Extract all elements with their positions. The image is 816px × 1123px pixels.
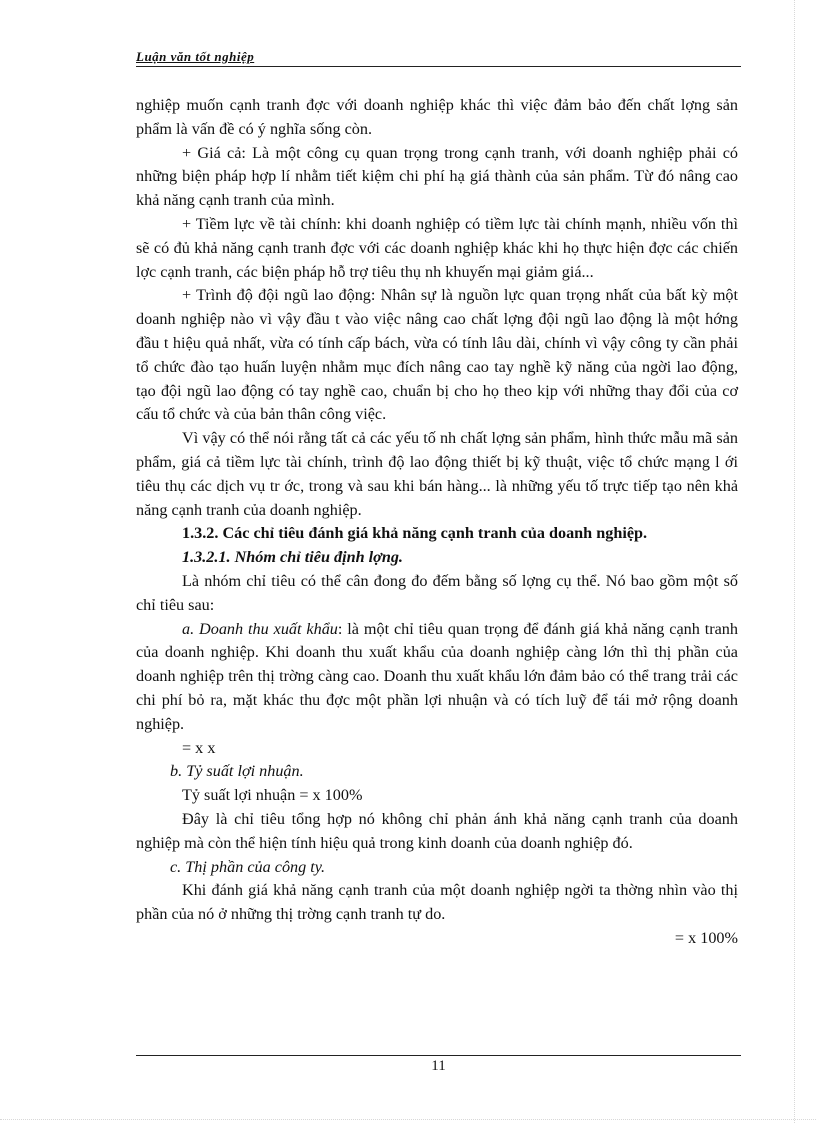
page-number: 11 — [431, 1058, 446, 1074]
paragraph: Vì vậy có thể nói rằng tất cả các yếu tố nh chất lợng sản phẩm, hình thức mẫu mã sản phẩm, giá cả tiềm lực tài chính, trình độ lao động thiết bị kỹ thuật, việc tổ chức mạng l ới tiêu thụ các dịch vụ tr ớc, trong và sau khi bán hàng... là những yếu tố trực tiếp tạo nên khả năng cạnh tranh của doanh nghiệp. — [136, 429, 738, 519]
paragraph: Đây là chỉ tiêu tổng hợp nó không chỉ phản ánh khả năng cạnh tranh của doanh nghiệp mà còn thể hiện tính hiệu quả trong kinh doanh của doanh nghiệp đó. — [136, 809, 738, 852]
item-a-paragraph — [136, 618, 738, 737]
paragraph: + Tiềm lực về tài chính: khi doanh nghiệp có tiềm lực tài chính mạnh, nhiều vốn thì sẽ có đủ khả năng cạnh tranh đợc với các doanh nghiệp khác khi họ thực hiện đợc các chiến lợc cạnh tranh, các biện pháp hỗ trợ tiêu thụ nh khuyến mại giảm giá... — [136, 214, 738, 281]
page-body — [136, 94, 738, 951]
paragraph: Khi đánh giá khả năng cạnh tranh của một doanh nghiệp ngời ta thờng nhìn vào thị phần của nó ở những thị trờng cạnh tranh tự do. — [136, 881, 738, 924]
item-b-title: b. Tỷ suất lợi nhuận. — [170, 762, 304, 781]
page-edge-guide — [0, 1119, 816, 1120]
running-header: Luận văn tốt nghiệp — [136, 49, 255, 64]
subsection-heading: 1.3.2.1. Nhóm chỉ tiêu định lợng. — [182, 548, 403, 567]
paragraph: Là nhóm chỉ tiêu có thể cân đong đo đếm bằng số lợng cụ thể. Nó bao gồm một số chỉ tiêu sau: — [136, 571, 738, 614]
footer-rule — [136, 1055, 741, 1056]
paragraph: + Trình độ đội ngũ lao động: Nhân sự là nguồn lực quan trọng nhất của bất kỳ một doanh nghiệp nào vì vậy đầu t vào việc nâng cao chất lợng đội ngũ lao động là một hớng đầu t hiệu quả nhất, vừa có tính cấp bách, vừa có tính lâu dài, chính vì vậy công ty cần phải tổ chức đào tạo huấn luyện nhằm mục đích nâng cao tay nghề kỹ năng của ngời lao động, tạo đội ngũ lao động có tay nghề cao, chuẩn bị cho họ theo kịp với những thay đổi của cơ cấu tổ chức và của bản thân công việc. — [136, 286, 738, 424]
paragraph: nghiệp muốn cạnh tranh đợc với doanh nghiệp khác thì việc đảm bảo đến chất lợng sản phẩm là vấn đề có ý nghĩa sống còn. — [136, 96, 738, 138]
item-a-text: : là một chỉ tiêu quan trọng để đánh giá khả năng cạnh tranh của doanh nghiệp. Khi doanh thu xuất khẩu của doanh nghiệp càng lớn thì thị phần của doanh nghiệp trên thị trờng càng cao. Doanh thu xuất khẩu lớn đảm bảo có thể trang trải các chi phí bỏ ra, mặt khác thu đợc một phần lợi nhuận và có tích luỹ để tái mở rộng doanh nghiệp. — [136, 619, 738, 733]
section-heading: 1.3.2. Các chỉ tiêu đánh giá khả năng cạnh tranh của doanh nghiệp. — [182, 524, 648, 543]
item-a-title: a. Doanh thu xuất khẩu — [182, 619, 338, 638]
item-b-formula: Tỷ suất lợi nhuận = x 100% — [182, 786, 363, 805]
paragraph: + Giá cả: Là một công cụ quan trọng trong cạnh tranh, với doanh nghiệp phải có những biện pháp hợp lí nhằm tiết kiệm chi phí hạ giá thành của sản phẩm. Từ đó nâng cao khả năng cạnh tranh của mình. — [136, 143, 738, 210]
page-edge-guide — [794, 0, 795, 1123]
item-c-title: c. Thị phần của công ty. — [170, 857, 326, 876]
item-a-formula: = x x — [182, 738, 216, 757]
item-c-formula: = x 100% — [674, 928, 738, 947]
header-rule — [136, 66, 741, 67]
